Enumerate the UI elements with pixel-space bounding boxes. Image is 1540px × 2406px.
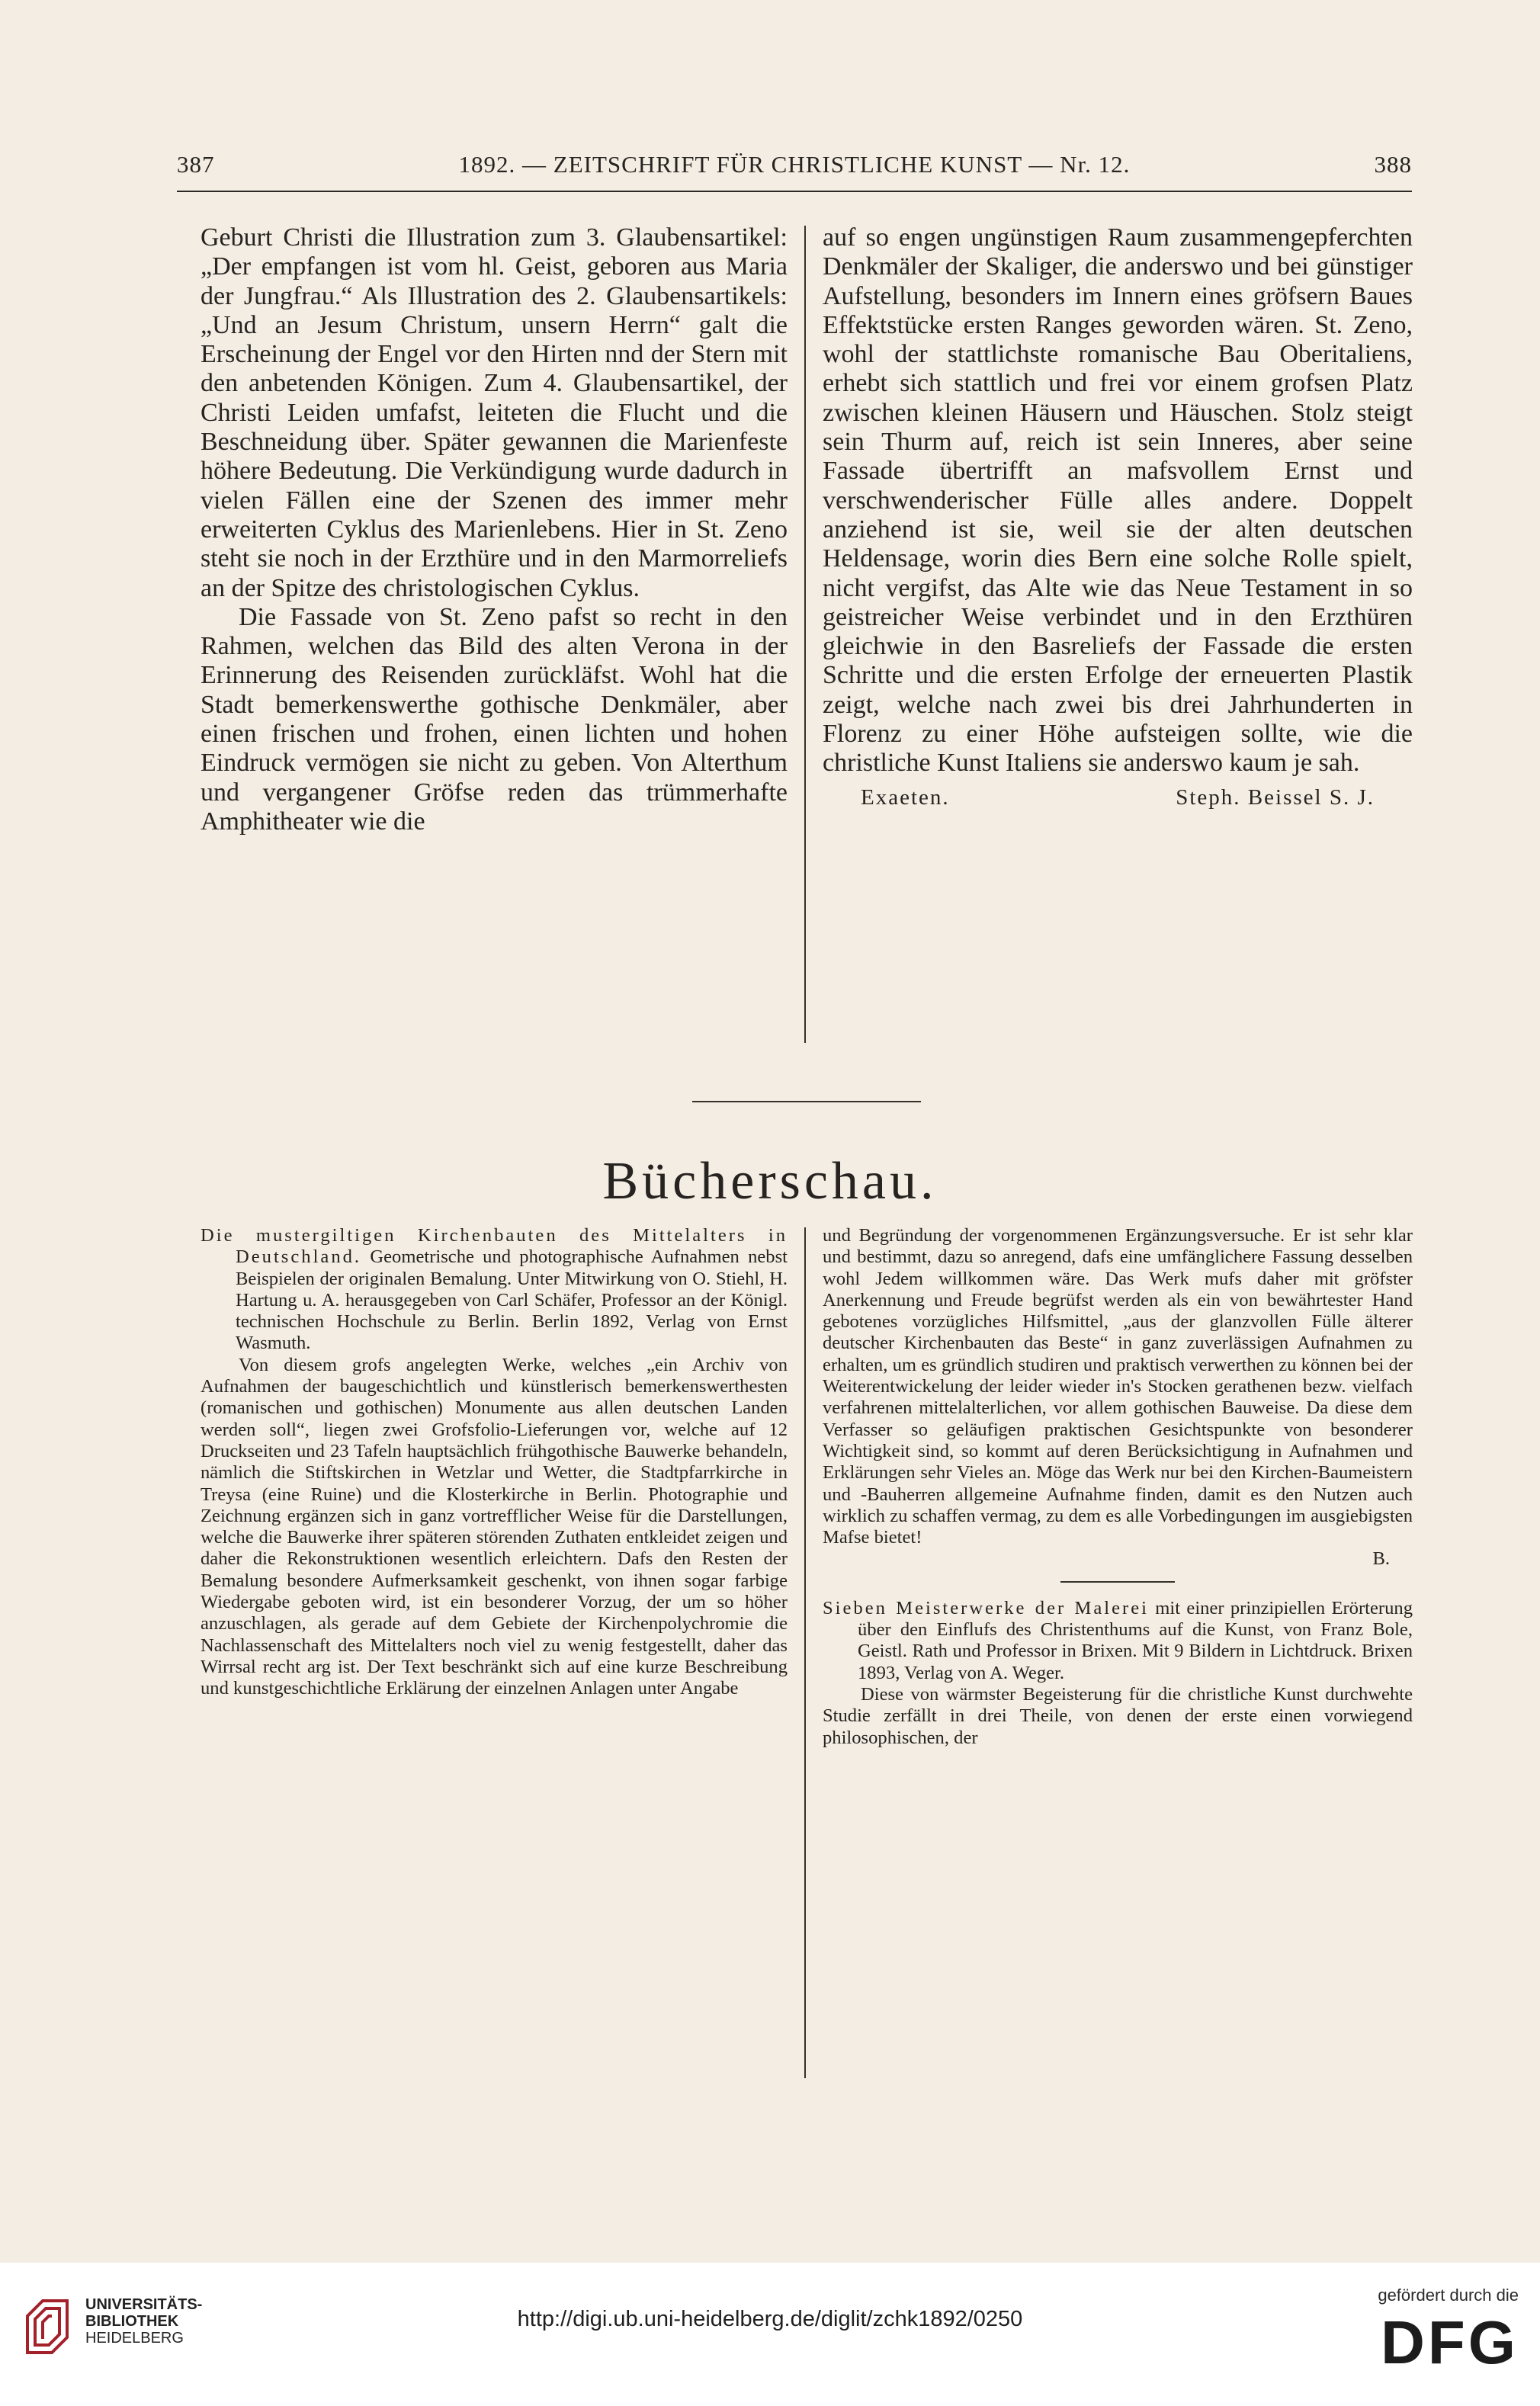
entry-divider	[1060, 1581, 1175, 1583]
reviewer-initial: B.	[1372, 1548, 1390, 1570]
column-divider	[804, 226, 806, 1043]
funding-note: gefördert durch die	[1378, 2286, 1519, 2305]
page-number-right: 388	[1374, 151, 1412, 178]
digitization-footer	[0, 2263, 1540, 2406]
column-divider	[804, 1227, 806, 2078]
library-name-line: BIBLIOTHEK	[85, 2313, 179, 2330]
review-paragraph: Von diesem grofs angelegten Werke, welches „ein Archiv von Aufnahmen der baugeschichtlich und künstlerisch bemerkenswerthesten (romanischen und gothischen) Monumente aus allen deutschen Landen werden soll“, liegen zwei Grofsfolio-Lieferungen vor, welche auf 12 Druckseiten und 23 Tafeln hauptsächlich frühgothische Bauwerke behandeln, nämlich die Stiftskirchen in Wetzlar und Wetter, die Stadtpfarrkirche in Treysa (eine Ruine) und die Klosterkirche in Berlin. Photographie und Zeichnung ergänzen sich in ganz vortrefflicher Weise für die Darstellungen, welche die Bauwerke ihrer späteren störenden Zuthaten entkleidet zeigen und daher die Rekonstruktionen wesentlich erleichtern. Dafs den Resten der Bemalung besondere Aufmerksamkeit geschenkt, von ihnen sogar farbige Wiedergabe geboten wird, ist ein besonderer Vorzug, der um so höher anzuschlagen, als gerade auf dem Gebiete der Kirchenpolychromie die Nachlassenschaft des Mittelalters noch viel zu wenig festgestellt, daher das Wirrsal recht arg ist. Der Text beschränkt sich auf eine kurze Beschreibung und kunstgeschichtliche Erklärung der einzelnen Anlagen unter Angabe	[201, 1354, 788, 1699]
library-name-line: UNIVERSITÄTS-	[85, 2296, 203, 2313]
review-entry	[823, 1598, 1413, 1684]
article-column-left	[201, 223, 788, 836]
review-entry	[201, 1225, 788, 1355]
section-divider	[692, 1101, 921, 1102]
running-header	[177, 151, 1412, 189]
journal-title: 1892. — ZEITSCHRIFT FÜR CHRISTLICHE KUNST — Nr. 12.	[458, 151, 1131, 178]
article-paragraph: Die Fassade von St. Zeno pafst so recht in den Rahmen, welchen das Bild des alten Verona in der Erinnerung des Reisenden zurückläfst. Wohl hat die Stadt bemerkenswerthe gothische Denkmäler, aber einen frischen und frohen, einen lichten und hohen Eindruck vermögen sie nicht zu geben. Von Alterthum und vergangener Gröfse reden das trümmerhafte Amphitheater wie die	[201, 602, 788, 836]
signature-line	[823, 778, 1413, 812]
review-entry-title: Sieben Meisterwerke der Malerei	[823, 1597, 1149, 1618]
review-entry-details: mit einer prinzipiellen Erörterung über den Einflufs des Christenthums auf die Kunst, von Franz Bole, Geistl. Rath und Professor in Brixen. Mit 9 Bildern in Lichtdruck. Brixen 1893, Verlag von A. Weger.	[858, 1597, 1413, 1683]
signature-author: Steph. Beissel S. J.	[1176, 784, 1375, 810]
review-entry-details: Geometrische und photographische Aufnahmen nebst Beispielen der originalen Bemalung. Unter Mitwirkung von O. Stiehl, H. Hartung u. A. herausgegeben von Carl Schäfer, Professor an der Königl. technischen Hochschule zu Berlin. Berlin 1892, Verlag von Ernst Wasmuth.	[236, 1246, 788, 1354]
article-paragraph: auf so engen ungünstigen Raum zusammengepferchten Denkmäler der Skaliger, die anderswo und bei günstiger Aufstellung, besonders im Innern eines gröfsern Baues Effektstücke ersten Ranges geworden wären. St. Zeno, wohl der stattlichste romanische Bau Oberitaliens, erhebt sich stattlich und frei vor einem grofsen Platz zwischen kleinen Häusern und Häuschen. Stolz steigt sein Thurm auf, reich ist sein Inneres, aber seine Fassade übertrifft an mafsvollem Ernst und verschwenderischer Fülle alles andere. Doppelt anziehend ist sie, weil sie der alten deutschen Heldensage, worin dies Bern eine solche Rolle spielt, nicht vergifst, das Alte wie das Neue Testament in so geistreicher Weise verbindet und in den Erzthüren gleichwie in den Basreliefs der Fassade die ersten Schritte und die ersten Erfolge der erneuerten Plastik zeigt, welche nach zwei bis drei Jahrhunderten in Florenz zu einer Höhe aufsteigen sollte, wie die christliche Kunst Italiens sie anderswo kaum je sah.	[823, 223, 1413, 778]
review-paragraph: und Begründung der vorgenommenen Ergänzungsversuche. Er ist sehr klar und bestimmt, dazu so anregend, dafs eine umfänglichere Fassung desselben wohl Jedem willkommen wäre. Das Werk mufs daher mit gröfster Anerkennung und Freude begrüfst werden als ein von bewährtester Hand gebotenes vorzügliches Hilfsmittel, „aus der glanzvollen Fülle älterer deutscher Kirchenbauten das Beste“ in ganz zuverlässigen Aufnahmen zu erhalten, um es gründlich studiren und praktisch verwerthen zu können bei der Weiterentwickelung der leider wieder in's Stocken gerathenen bezw. vielfach verfahrenen mittelalterlichen, vor allem gothischen Bauweise. Da diese dem Verfasser so geläufigen praktischen Gesichtspunkte von besonderer Wichtigkeit sind, so kommt auf deren Berücksichtigung in Aufnahmen und Erklärungen sehr Vieles an. Möge das Werk nur bei den Kirchen-Baumeistern und -Bauherren allgemeine Aufnahme finden, damit es den Nutzen auch wirklich zu schaffen vermag, zu dem es alle Vorbedingungen im ausgiebigsten Mafse bietet!	[823, 1225, 1413, 1548]
signature-place: Exaeten.	[861, 784, 950, 810]
dfg-logo: DFG	[1381, 2308, 1519, 2376]
review-paragraph: Diese von wärmster Begeisterung für die christliche Kunst durchwehte Studie zerfällt in drei Theile, von denen der erste einen vorwiegend philosophischen, der	[823, 1683, 1413, 1748]
page-number-left: 387	[177, 151, 215, 178]
article-paragraph: Geburt Christi die Illustration zum 3. Glaubensartikel: „Der empfangen ist vom hl. Geist, geboren aus Maria der Jungfrau.“ Als Illustration des 2. Glaubensartikels: „Und an Jesum Christum, unsern Herrn“ galt die Erscheinung der Engel vor den Hirten nnd der Stern mit den anbetenden Königen. Zum 4. Glaubensartikel, der Christi Leiden umfafst, leiteten die Flucht und die Beschneidung über. Später gewannen die Marienfeste höhere Bedeutung. Die Verkündigung wurde dadurch in vielen Fällen eine der Szenen des immer mehr erweiterten Cyklus des Marienlebens. Hier in St. Zeno steht sie noch in der Erzthüre und in den Marmorreliefs an der Spitze des christologischen Cyklus.	[201, 223, 788, 602]
review-column-left	[201, 1225, 788, 1700]
review-entry-title: Die mustergiltigen Kirchenbauten des Mittelalters in Deutschland.	[201, 1225, 788, 1268]
permalink[interactable]: http://digi.ub.uni-heidelberg.de/diglit/zchk1892/0250	[517, 2307, 1023, 2331]
section-title: Bücherschau.	[602, 1152, 938, 1211]
review-column-right	[823, 1225, 1413, 1749]
header-rule	[177, 191, 1412, 192]
library-name-line: HEIDELBERG	[85, 2330, 184, 2347]
article-column-right	[823, 223, 1413, 812]
